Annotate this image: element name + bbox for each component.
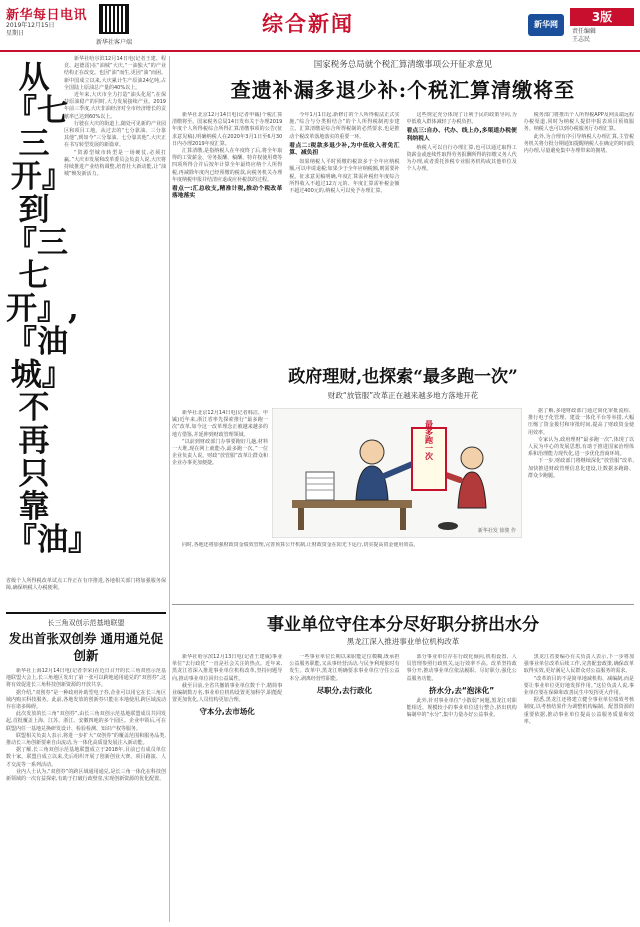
left-story-headline: 从『七三开』到『三七开』,『油城』不再只靠『油』 [6,60,99,558]
paragraph: 据介绍,“双创券”是一种政府补助型电子券,企业可以用它在长三角区域内购买科技服务。此前,各地发放的创新券只能在本地使用,跨区域流动存在诸多障碍。 [6,689,166,711]
paragraph: 新华社哈尔滨12月14日电(记者王建、程竞、赵德雷)在“油城”大庆,“一油独大”的产业结构正在改变。也因“油”而生,更因“油”而困。新中国成立以来,大庆累计生产原油24亿吨,占全国陆上原油总产量的40%以上。 [64,56,166,91]
section-rule [6,612,166,614]
dateline [6,22,55,38]
section-rule [172,604,634,605]
paragraph: 专家认为,政府理财“最多跑一次”,体现了以人民为中心的发展思想,有助于推进国家治理体系和治理能力现代化,进一步优化营商环境。 [528,436,634,458]
desk-leg [298,508,304,530]
bottom-story-body [172,654,634,923]
text-column [172,542,522,602]
issue-date: 2019年12月15日 [6,22,55,29]
tax-story-headline: 查遗补漏多退少补:个税汇算清缴将至 [230,78,576,102]
paragraph: 纳税人可以自行办理汇算,也可以通过取得工资薪金或连续性取得劳务报酬所得的扣缴义务人代为办理,或者委托涉税专业服务机构或其他单位及个人办理。 [406,144,517,173]
paragraph: 如果纳税人平时预缴的税款多于全年应纳税额,可以申请退税;如果少于全年应纳税额,则需要补税。征求意见稿明确,年度汇算需补税但年度综合所得收入不超过12万元的、年度汇算需补税金额不超过400元的,纳税人可以免予办理汇算。 [289,159,400,195]
text-column [407,112,517,358]
paragraph: 此次发放的长三角“双创券”,由长三角双创示范基地联盟成员共同发起,首批覆盖上海、江苏、浙江、安徽四地的多个园区。企业申领后,可在联盟内任一基地兑换研发设计、检验检测、知识产权等服务。 [6,711,166,732]
finance-story-bottom [172,542,522,602]
left-bottom-body [6,668,166,921]
editor-name: 王志民 [572,36,591,43]
subhead: 守本分,去市场化 [199,707,255,717]
left-note [6,578,166,608]
issue-weekday: 星期日 [6,30,25,37]
left-note-text: 省级个人所得税改革试点工作正在有序推进,各地相关部门将加强服务保障,确保纳税人办税便利。 [6,578,166,592]
cartoon-credit: 新华社发 徐骏 作 [477,528,516,534]
paragraph: 税务部门将推出个人所得税APP及网页端远程办税渠道,同时为纳税人提供申报表项目预填服务。纳税人也可以到办税服务厅办理汇算。 [523,112,634,133]
paragraph: 行驶在大庆的街道上,随处可见新的产业园区和项目工地。从过去的“七分靠油、三分靠其他”,到如今“三分靠油、七分靠其他”,大庆正在书写转型发展的新篇章。 [64,120,166,149]
bottom-story-subtitle: 黑龙江深入推进事业单位机构改革 [346,637,460,646]
paragraph: 黑龙江省委编办有关负责人表示,下一步将加强事业单位改革后续工作,完善配套政策,确保改革取得实效,更好满足人民群众对公益服务的需求。 [523,654,634,675]
paragraph: “改革的目的不是简单地减机构、减编制,而是要让事业单位更好地发挥作用。”这位负责人说,事业单位要在保障和改善民生中发挥更大作用。 [523,675,634,697]
desk-leg [400,508,406,530]
subhead: 看点三:自办、代办、线上办,多渠道办税便利纳税人 [406,128,517,142]
paragraph: 新华社哈尔滨12月13日电(记者王建威)事业单位“去行政化”一直是社会关注的热点。近年来,黑龙江省深入推进事业单位机构改革,坚持问题导向,推动事业单位回归公益属性。 [172,654,283,682]
finance-story-subtitle: 财政“放管服”改革正在越来越多地方落地开花 [327,391,479,400]
tax-story-body [172,112,634,358]
finance-story-right [528,408,634,602]
left-story-body [64,56,166,178]
text-column [172,112,282,358]
desk [292,500,412,508]
text-column [172,654,282,923]
paragraph: 据悉,黑龙江还将建立健全事业单位绩效考核制度,以考核结果作为调整机构编制、配置资源的重要依据,推动事业单位提高公益服务质量和效率。 [523,697,634,725]
text-column [289,654,399,923]
paragraph: “资源型城市转型是一场硬仗,必须打赢。”大庆市发展和改革委员会负责人说,大庆将持续推进产业结构调整,培育壮大新动能,让“油城”焕发新活力。 [64,149,166,178]
sign-text: 最多跑一次 [424,420,434,460]
page-number-badge: 3版 [570,8,634,26]
paragraph: 此外,针对事业单位“小散弱”问题,黑龙江对职能相近、规模较小的事业单位进行整合,挤出机构编制中的“水分”,集中力量办好公益事业。 [406,698,517,719]
finance-story-lead [172,410,268,530]
paragraph: 近年来,大庆市全力打造“油头化尾”,在保持原油稳产的同时,大力发展接续产业。2019年前三季度,大庆非油经济对全市经济增长的贡献率已达到60%以上。 [64,92,166,120]
editor-credit [572,28,596,44]
paragraph: 部分事业单位存在行政化倾向,机构设置、人员管理参照行政机关,运行效率不高。改革坚持政事分开,推动事业单位依法履职、尽好职分,强化公益服务功能。 [406,654,517,682]
bottom-story-headline: 事业单位守住本分尽好职分挤出水分 [267,615,539,635]
paper-stack-icon [306,472,334,500]
subhead: 挤水分,去“泡沫化” [429,685,495,695]
xinhua-logo: 新华网 [528,14,564,36]
paragraph: 新华社北京12月14日电(记者韩洁、申铖)近年来,浙江省率先探索推行“最多跑一次”改革,如今这一改革理念正被越来越多的地方借鉴,并延伸到财政管理领域。 [172,410,268,438]
paragraph: 截至目前,全省共撤销事业单位数千个,精简事业编制数万名,事业单位机构设置更加科学,职能配置更加优化,人员结构更加合理。 [172,682,283,704]
finance-story [172,362,634,602]
paragraph: 汇算清缴,是指纳税人在年度终了后,将全年取得的工资薪金、劳务报酬、稿酬、特许权使用费等四项所得合并后按年计算全年最终应纳个人所得税,再减除年度内已经预缴的税款,向税务机关办理年度纳税申报并结清应退或应补税款的过程。 [172,148,283,183]
masthead [0,0,640,50]
newspaper-brand: 新华每日电讯 [6,8,88,23]
footprint-icon [438,522,458,530]
paragraph: 据了解,多地财政部门通过简化审批流程、推行电子化管理、建设一体化平台等举措,大幅压缩了资金拨付和审批时间,提高了财政资金使用效率。 [528,408,634,436]
paragraph: 联盟相关负责人表示,将进一步扩大“双创券”的覆盖范围和服务品类,推动长三角创新要素自由流动,为一体化高质量发展注入新动能。 [6,732,166,747]
tax-story-kicker: 国家税务总局就个税汇算清缴事项公开征求意见 [313,60,493,70]
paragraph: 这些规定充分体现了让利于民的政策导向,为中低收入群体减轻了办税负担。 [406,112,517,126]
subhead: 尽职分,去行政化 [316,685,373,695]
paragraph: 新华社北京12月14日电(记者申铖)个税汇算清缴将至。国家税务总局14日发布关于办理2019年度个人所得税综合所得汇算清缴事项的公告(征求意见稿),明确纳税人在2020年3月1日至6月30日内办理2019年度汇算。 [172,112,283,147]
paragraph: 新华社上海12月14日电(记者李荣)在近日召开的长三角双创示范基地联盟大会上,长三角地区发出了第一张可以跨地通用通兑的“双创券”,这将有效促进长三角科技创新资源的开放共享。 [6,668,166,689]
paragraph: 同时,各地还将加强财政资金绩效管理,完善预算公开机制,让财政资金在阳光下运行,切实提高资金使用效益。 [182,542,419,548]
editorial-cartoon [272,408,522,538]
left-story [6,56,166,574]
visitor-head [461,447,483,469]
left-bottom-kicker: 长三角双创示范基地联盟 [47,619,125,627]
section-title: 综合新闻 [262,12,354,36]
paragraph: “以前到财政部门办事要跑好几趟,材料一大堆,现在网上就能办,最多跑一次。”一位企业负责人说。财政“放管服”改革让群众和企业办事更加便捷。 [172,438,268,467]
subhead: 看点二:税款多退少补,为中低收入者免汇算、减负担 [289,142,400,157]
text-column [407,654,517,923]
column-divider [169,56,170,922]
paragraph: 今年1月1日起,新修订的个人所得税法正式实施,“综合与分类相结合”的个人所得税制初步建立。汇算清缴是综合所得税制的必然要求,也是推动个税改革落地落实的重要一环。 [289,112,400,140]
text-column [524,654,634,923]
left-bottom-headline: 发出首张双创券 通用通兑促创新 [8,631,164,663]
paragraph: 一些事业单位长期以来职能定位模糊,既承担公益服务职能,又从事经营活动,与民争利现象时有发生。改革中,黑龙江明确要求事业单位守住公益本分,剥离经营性职能。 [289,654,400,682]
finance-story-headline: 政府理财,也探索“最多跑一次” [288,367,518,387]
paragraph: 下一步,财政部门将继续深化“放管服”改革,加快推进财政管理信息化建设,让数据多跑路、群众少跑腿。 [528,458,634,479]
bottom-story [172,610,634,923]
masthead-rule [0,50,640,52]
paragraph: 据了解,长三角双创示范基地联盟成立于2018年,目前已有成员单位数十家。联盟自成立以来,先后组织开展了创新创业大赛、项目路演、人才交流等一系列活动。 [6,747,166,768]
qr-label: 新华社客户端 [96,39,133,46]
paragraph: 此外,为合理有序引导纳税人办理汇算,主管税务机关将分批分期通知提醒纳税人在确定的时间段内办理,尽量避免集中办理带来的拥堵。 [523,133,634,155]
paragraph: 业内人士认为,“双创券”的跨区域通用通兑,是长三角一体化在科技创新领域的一次有益探索,有助于打破行政壁垒,实现创新资源的优化配置。 [6,768,166,783]
subhead: 看点一:汇总收支,精准计税,推动个税改革落地落实 [172,186,283,200]
tax-story [172,56,634,358]
official-head [360,440,384,464]
editor-label: 责任编辑 [572,28,597,35]
qr-code-icon [99,4,129,34]
text-column [524,112,634,358]
text-column [289,112,399,358]
